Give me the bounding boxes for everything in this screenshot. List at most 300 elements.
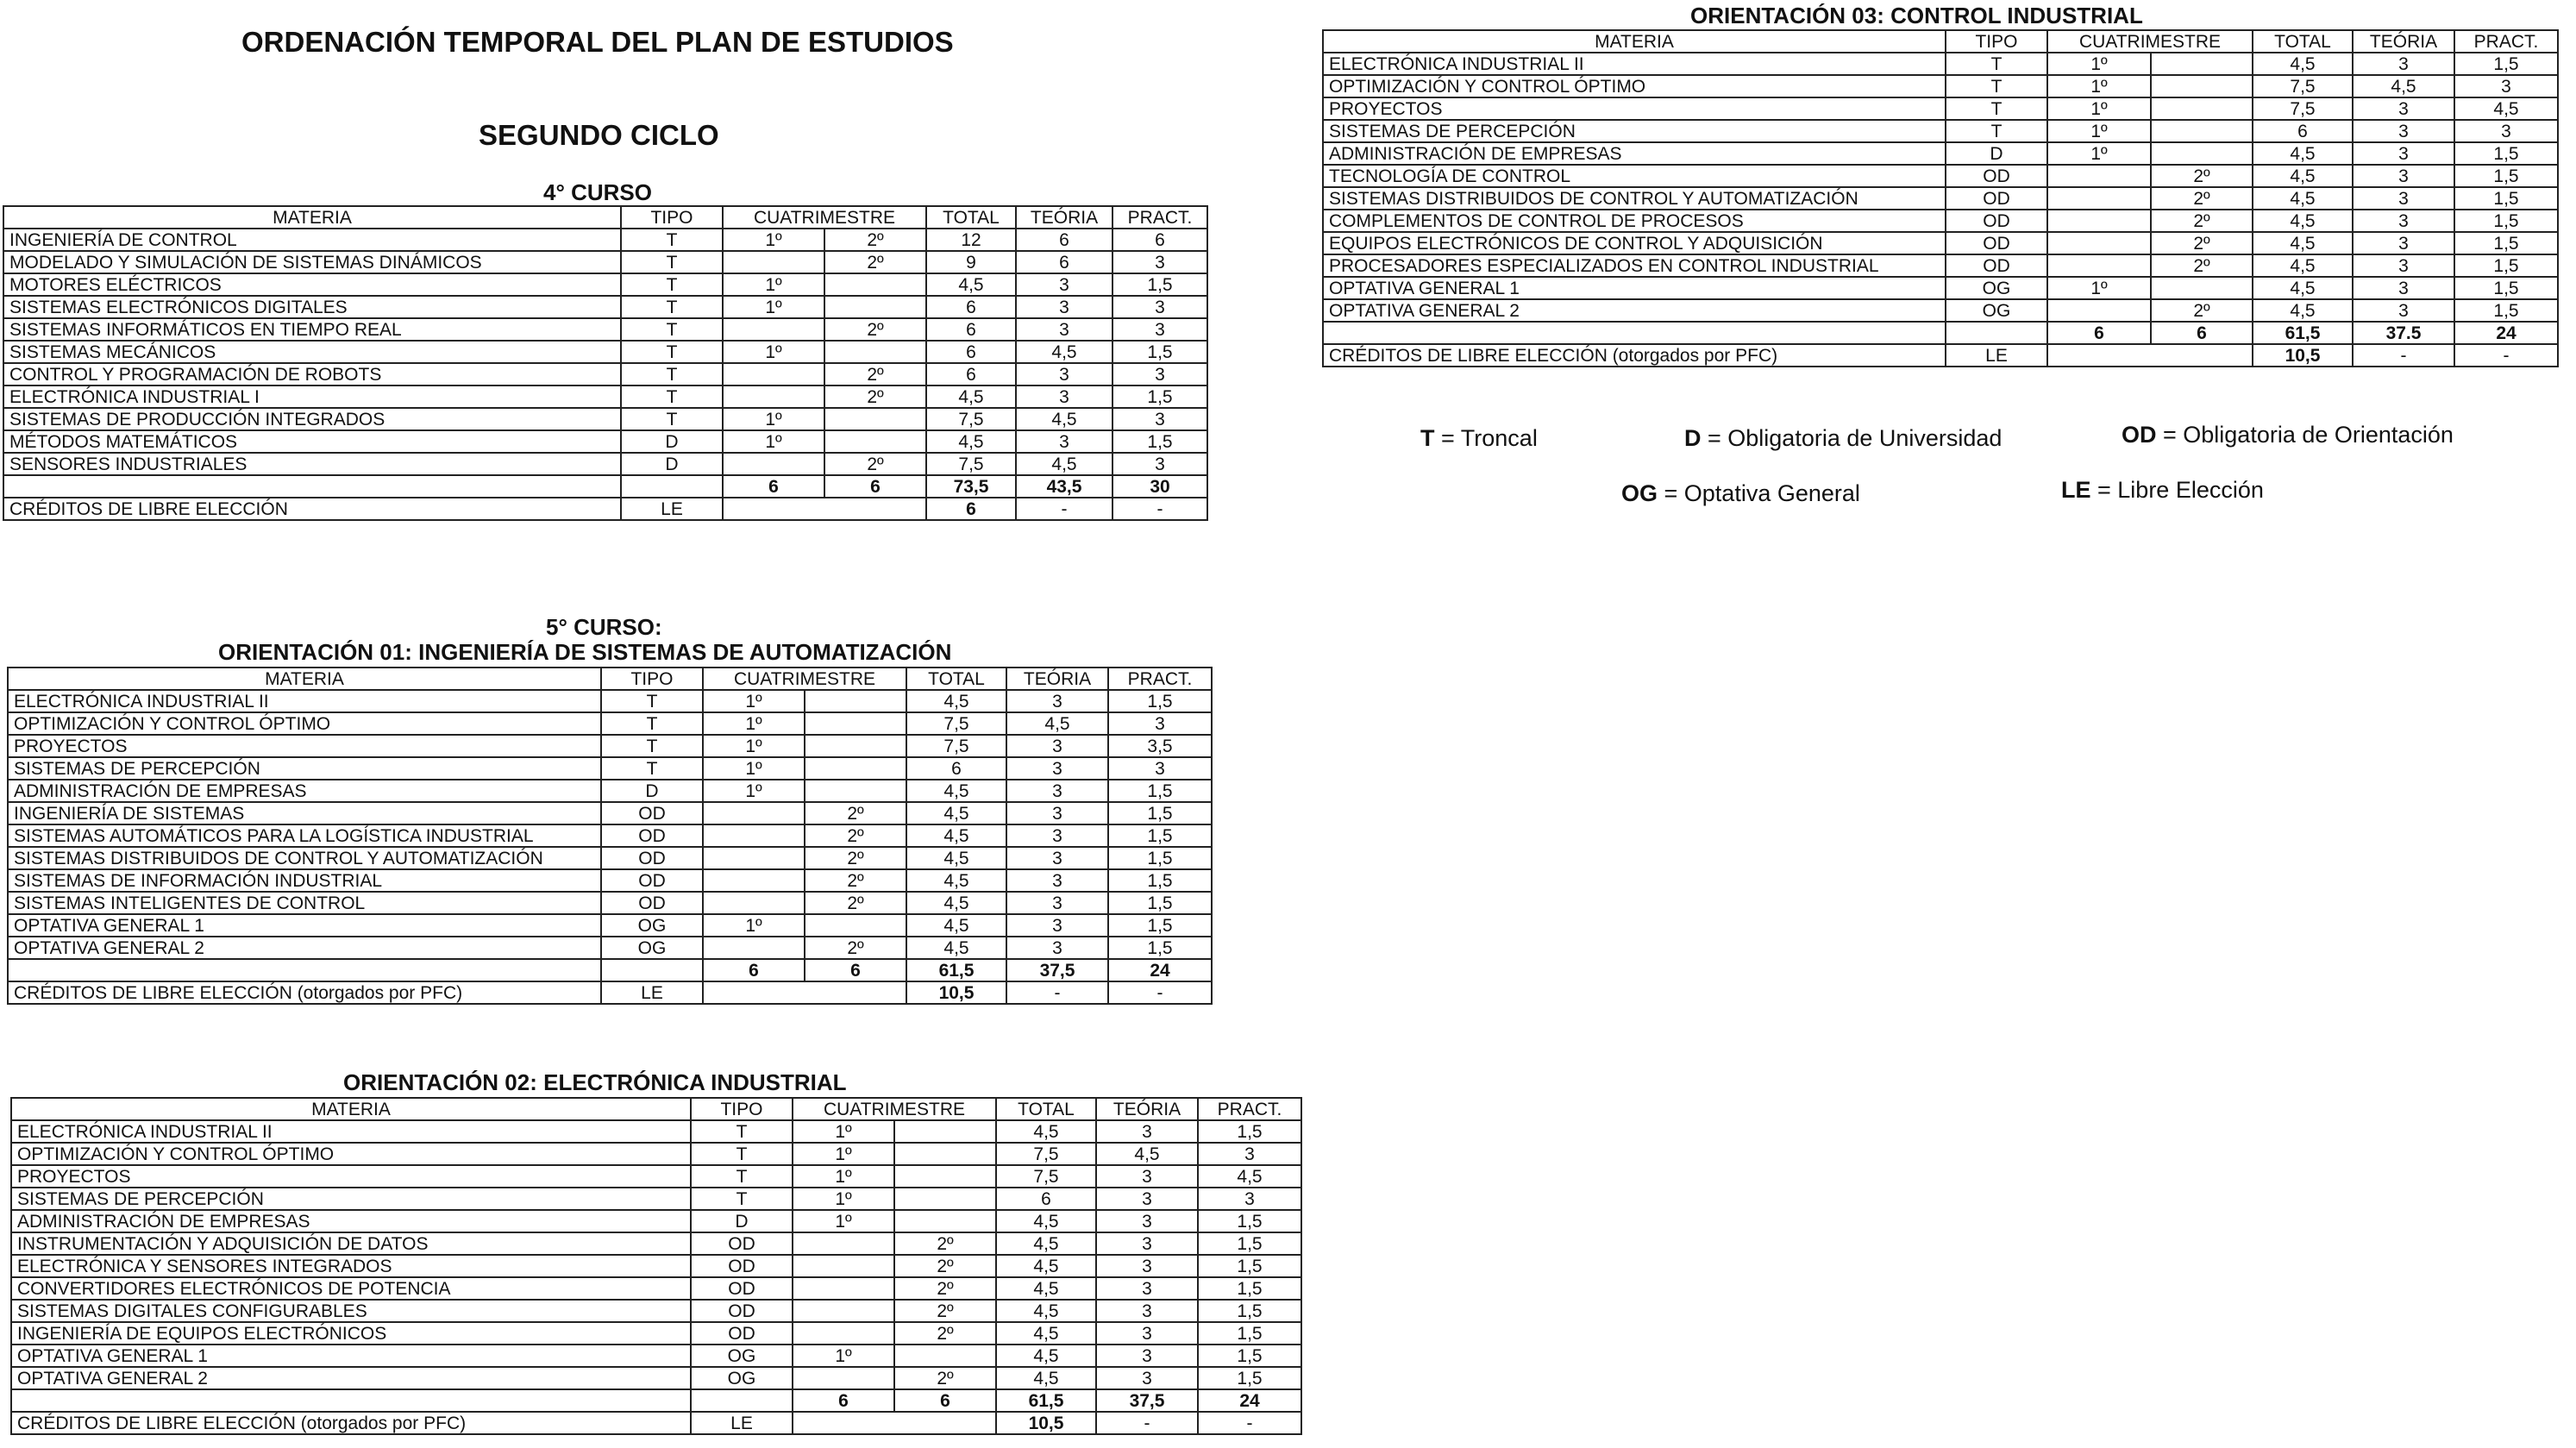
- cell-pract: 3: [1108, 712, 1212, 735]
- cell-c2: 2º: [805, 802, 906, 824]
- cell-tipo: OD: [1946, 254, 2047, 277]
- table-row: [3, 229, 1207, 251]
- cell-materia: SISTEMAS DIGITALES CONFIGURABLES: [11, 1300, 691, 1322]
- empty-cell: [601, 959, 703, 981]
- cell-c1: 1º: [723, 408, 824, 430]
- orientacion01-table: [7, 667, 1213, 1005]
- free-teoria: -: [1006, 981, 1108, 1004]
- table-row: [1323, 232, 2558, 254]
- cell-materia: SISTEMAS DE INFORMACIÓN INDUSTRIAL: [8, 869, 601, 892]
- cell-total: 4,5: [2253, 210, 2353, 232]
- legend-text: = Libre Elección: [2090, 477, 2264, 503]
- cell-c1: 1º: [723, 273, 824, 296]
- free-pract: -: [2454, 344, 2558, 367]
- cell-c1: 1º: [723, 296, 824, 318]
- cell-tipo: T: [601, 712, 703, 735]
- table-row: [3, 453, 1207, 475]
- table-row: [8, 735, 1212, 757]
- table-row: [8, 780, 1212, 802]
- cell-total: 6: [926, 318, 1016, 341]
- cell-pract: 3: [2454, 75, 2558, 97]
- cell-tipo: T: [621, 229, 723, 251]
- cell-materia: INGENIERÍA DE EQUIPOS ELECTRÓNICOS: [11, 1322, 691, 1345]
- cell-teoria: 3: [1006, 869, 1108, 892]
- cell-tipo: OD: [691, 1255, 793, 1277]
- cell-total: 4,5: [996, 1277, 1096, 1300]
- cell-materia: SISTEMAS DISTRIBUIDOS DE CONTROL Y AUTOMATIZACIÓN: [1323, 187, 1946, 210]
- total-c1: 6: [2047, 322, 2151, 344]
- table-row: [3, 363, 1207, 386]
- cell-pract: 1,5: [2454, 53, 2558, 75]
- legend-text: = Obligatoria de Universidad: [1701, 425, 2003, 451]
- legend-optativa-general: [1621, 480, 1860, 507]
- curso4-title: 4° CURSO: [543, 179, 652, 205]
- col-total: TOTAL: [996, 1098, 1096, 1120]
- table-row: [8, 847, 1212, 869]
- empty-cell: [8, 959, 601, 981]
- cell-total: 4,5: [906, 802, 1006, 824]
- cell-c1: [723, 363, 824, 386]
- cell-c2: [894, 1143, 996, 1165]
- cell-materia: EQUIPOS ELECTRÓNICOS DE CONTROL Y ADQUISICIÓN: [1323, 232, 1946, 254]
- cell-tipo: OD: [691, 1300, 793, 1322]
- cell-tipo: T: [621, 363, 723, 386]
- cell-pract: 3: [1113, 296, 1207, 318]
- total-pract: 24: [1198, 1389, 1301, 1412]
- cell-c1: [793, 1300, 894, 1322]
- table-row: [11, 1255, 1301, 1277]
- cell-materia: ELECTRÓNICA INDUSTRIAL II: [11, 1120, 691, 1143]
- cell-materia: SISTEMAS DE PERCEPCIÓN: [8, 757, 601, 780]
- cell-c1: 1º: [793, 1188, 894, 1210]
- legend-troncal: [1420, 425, 1538, 452]
- cell-c2: 2º: [805, 937, 906, 959]
- col-teoria: TEÓRIA: [1006, 668, 1108, 690]
- cell-teoria: 3: [2353, 254, 2454, 277]
- cell-materia: ELECTRÓNICA INDUSTRIAL II: [8, 690, 601, 712]
- cell-tipo: OG: [601, 914, 703, 937]
- cell-tipo: OD: [691, 1322, 793, 1345]
- cell-teoria: 3: [1096, 1232, 1198, 1255]
- table-row: [11, 1232, 1301, 1255]
- col-teoria: TEÓRIA: [1096, 1098, 1198, 1120]
- cell-total: 4,5: [996, 1322, 1096, 1345]
- cell-tipo: D: [691, 1210, 793, 1232]
- cell-total: 6: [926, 341, 1016, 363]
- table-row: [3, 273, 1207, 296]
- orientacion02-title: ORIENTACIÓN 02: ELECTRÓNICA INDUSTRIAL: [343, 1069, 847, 1095]
- cell-c2: 2º: [805, 847, 906, 869]
- cell-teoria: 3: [2353, 232, 2454, 254]
- cell-c2: 2º: [824, 453, 926, 475]
- cell-pract: 3,5: [1108, 735, 1212, 757]
- table-row: [11, 1277, 1301, 1300]
- total-c2: 6: [894, 1389, 996, 1412]
- cell-teoria: 3: [1096, 1367, 1198, 1389]
- libre-eleccion-row: [3, 498, 1207, 520]
- cell-total: 4,5: [906, 847, 1006, 869]
- cell-c1: [793, 1232, 894, 1255]
- empty-cell: [1323, 322, 1946, 344]
- cell-c2: [2151, 53, 2253, 75]
- table-row: [3, 386, 1207, 408]
- cell-tipo: D: [601, 780, 703, 802]
- cell-pract: 1,5: [1198, 1345, 1301, 1367]
- cell-pract: 4,5: [1198, 1165, 1301, 1188]
- cell-total: 4,5: [926, 386, 1016, 408]
- cell-teoria: 6: [1016, 251, 1113, 273]
- cell-total: 7,5: [926, 408, 1016, 430]
- free-pract: -: [1108, 981, 1212, 1004]
- col-materia: MATERIA: [1323, 30, 1946, 53]
- cell-c1: [703, 824, 805, 847]
- total-teoria: 37.5: [2353, 322, 2454, 344]
- total-pract: 24: [1108, 959, 1212, 981]
- cell-total: 7,5: [906, 735, 1006, 757]
- cell-c2: 2º: [824, 363, 926, 386]
- table-row: [1323, 210, 2558, 232]
- page-title: ORDENACIÓN TEMPORAL DEL PLAN DE ESTUDIOS: [241, 26, 954, 58]
- table-row: [1323, 187, 2558, 210]
- cell-total: 4,5: [906, 914, 1006, 937]
- cell-materia: CONVERTIDORES ELECTRÓNICOS DE POTENCIA: [11, 1277, 691, 1300]
- cell-pract: 1,5: [2454, 299, 2558, 322]
- cell-total: 4,5: [2253, 53, 2353, 75]
- cell-c2: [805, 690, 906, 712]
- free-total: 10,5: [906, 981, 1006, 1004]
- cell-materia: OPTIMIZACIÓN Y CONTROL ÓPTIMO: [11, 1143, 691, 1165]
- cell-materia: CONTROL Y PROGRAMACIÓN DE ROBOTS: [3, 363, 621, 386]
- cell-materia: SISTEMAS MECÁNICOS: [3, 341, 621, 363]
- cell-total: 4,5: [996, 1232, 1096, 1255]
- cell-tipo: T: [1946, 53, 2047, 75]
- cell-materia: PROYECTOS: [1323, 97, 1946, 120]
- cell-materia: OPTATIVA GENERAL 1: [1323, 277, 1946, 299]
- cell-c1: [703, 937, 805, 959]
- cell-c1: 1º: [793, 1165, 894, 1188]
- cell-tipo: T: [601, 690, 703, 712]
- table-row: [11, 1143, 1301, 1165]
- free-tipo: LE: [601, 981, 703, 1004]
- free-materia: CRÉDITOS DE LIBRE ELECCIÓN (otorgados por PFC): [11, 1412, 691, 1434]
- cell-c1: 1º: [723, 229, 824, 251]
- cell-c1: [2047, 187, 2151, 210]
- cell-c1: [2047, 254, 2151, 277]
- cell-pract: 1,5: [1108, 937, 1212, 959]
- cell-teoria: 3: [1096, 1300, 1198, 1322]
- cell-pract: 1,5: [1198, 1300, 1301, 1322]
- table-row: [1323, 165, 2558, 187]
- cell-pract: 6: [1113, 229, 1207, 251]
- col-pract: PRACT.: [2454, 30, 2558, 53]
- cell-materia: MODELADO Y SIMULACIÓN DE SISTEMAS DINÁMICOS: [3, 251, 621, 273]
- col-tipo: TIPO: [691, 1098, 793, 1120]
- cell-pract: 1,5: [1113, 273, 1207, 296]
- empty-cell: [691, 1389, 793, 1412]
- cell-tipo: T: [621, 251, 723, 273]
- cell-teoria: 4,5: [1096, 1143, 1198, 1165]
- cell-materia: OPTATIVA GENERAL 2: [11, 1367, 691, 1389]
- table-row: [1323, 97, 2558, 120]
- libre-eleccion-row: [8, 981, 1212, 1004]
- cell-c2: [894, 1210, 996, 1232]
- cell-teoria: 4,5: [1016, 341, 1113, 363]
- cell-total: 7,5: [906, 712, 1006, 735]
- cell-pract: 3: [1108, 757, 1212, 780]
- cell-teoria: 3: [1096, 1188, 1198, 1210]
- cell-c2: 2º: [805, 869, 906, 892]
- table-row: [8, 802, 1212, 824]
- total-teoria: 43,5: [1016, 475, 1113, 498]
- total-pract: 24: [2454, 322, 2558, 344]
- cell-total: 9: [926, 251, 1016, 273]
- curso5-title: 5° CURSO:: [546, 614, 662, 640]
- cell-tipo: T: [621, 386, 723, 408]
- cell-c1: 1º: [703, 757, 805, 780]
- free-tipo: LE: [691, 1412, 793, 1434]
- cell-materia: MOTORES ELÉCTRICOS: [3, 273, 621, 296]
- cell-materia: OPTATIVA GENERAL 2: [8, 937, 601, 959]
- table-row: [1323, 142, 2558, 165]
- cell-c2: [2151, 97, 2253, 120]
- table-row: [3, 318, 1207, 341]
- cell-c1: [2047, 232, 2151, 254]
- cell-pract: 1,5: [2454, 187, 2558, 210]
- col-pract: PRACT.: [1108, 668, 1212, 690]
- cell-materia: COMPLEMENTOS DE CONTROL DE PROCESOS: [1323, 210, 1946, 232]
- free-materia: CRÉDITOS DE LIBRE ELECCIÓN: [3, 498, 621, 520]
- table-row: [8, 892, 1212, 914]
- cell-c2: 2º: [894, 1367, 996, 1389]
- cell-materia: PROYECTOS: [11, 1165, 691, 1188]
- cell-teoria: 3: [1016, 273, 1113, 296]
- cell-c1: 1º: [793, 1210, 894, 1232]
- legend-obligatoria-universidad: [1684, 425, 2002, 452]
- cell-materia: OPTATIVA GENERAL 2: [1323, 299, 1946, 322]
- free-tipo: LE: [621, 498, 723, 520]
- cell-materia: SISTEMAS DE PERCEPCIÓN: [1323, 120, 1946, 142]
- cell-pract: 3: [1113, 453, 1207, 475]
- cell-c1: 1º: [793, 1143, 894, 1165]
- cell-total: 4,5: [996, 1210, 1096, 1232]
- cell-c2: 2º: [824, 229, 926, 251]
- table-row: [11, 1165, 1301, 1188]
- table-row: [11, 1322, 1301, 1345]
- cell-c1: [723, 251, 824, 273]
- cell-tipo: T: [691, 1143, 793, 1165]
- cell-total: 4,5: [906, 937, 1006, 959]
- total-teoria: 37,5: [1006, 959, 1108, 981]
- cell-total: 7,5: [926, 453, 1016, 475]
- cell-c1: [703, 847, 805, 869]
- cell-c2: [824, 430, 926, 453]
- cell-c1: 1º: [2047, 120, 2151, 142]
- cell-materia: OPTIMIZACIÓN Y CONTROL ÓPTIMO: [1323, 75, 1946, 97]
- cell-teoria: 3: [1096, 1210, 1198, 1232]
- col-pract: PRACT.: [1198, 1098, 1301, 1120]
- cell-pract: 3: [1113, 251, 1207, 273]
- totals-row: [11, 1389, 1301, 1412]
- cell-total: 6: [996, 1188, 1096, 1210]
- totals-row: [1323, 322, 2558, 344]
- free-total: 10,5: [996, 1412, 1096, 1434]
- cell-materia: ADMINISTRACIÓN DE EMPRESAS: [11, 1210, 691, 1232]
- cell-pract: 3: [1198, 1143, 1301, 1165]
- cell-c1: 1º: [703, 712, 805, 735]
- col-cuatrimestre: CUATRIMESTRE: [2047, 30, 2253, 53]
- cell-tipo: OD: [1946, 187, 2047, 210]
- cell-tipo: T: [621, 318, 723, 341]
- cell-tipo: T: [601, 735, 703, 757]
- cell-tipo: OD: [601, 802, 703, 824]
- table-row: [11, 1300, 1301, 1322]
- cell-c2: [2151, 277, 2253, 299]
- cell-pract: 1,5: [1198, 1210, 1301, 1232]
- cell-total: 4,5: [906, 892, 1006, 914]
- cell-c2: 2º: [2151, 187, 2253, 210]
- cell-teoria: 3: [1006, 892, 1108, 914]
- cell-teoria: 3: [1016, 430, 1113, 453]
- cell-pract: 1,5: [2454, 254, 2558, 277]
- cell-materia: TECNOLOGÍA DE CONTROL: [1323, 165, 1946, 187]
- cell-total: 7,5: [2253, 75, 2353, 97]
- cell-teoria: 3: [1006, 757, 1108, 780]
- cell-c1: [2047, 299, 2151, 322]
- empty-cell: [793, 1412, 996, 1434]
- table-row: [1323, 53, 2558, 75]
- orientacion03-table: [1322, 29, 2559, 367]
- cell-c1: [793, 1255, 894, 1277]
- cell-materia: PROYECTOS: [8, 735, 601, 757]
- col-tipo: TIPO: [621, 206, 723, 229]
- cell-teoria: 3: [1006, 802, 1108, 824]
- cell-tipo: T: [621, 273, 723, 296]
- cell-teoria: 3: [1016, 318, 1113, 341]
- col-total: TOTAL: [926, 206, 1016, 229]
- cell-pract: 1,5: [1198, 1120, 1301, 1143]
- cell-teoria: 3: [2353, 142, 2454, 165]
- cell-tipo: OD: [601, 892, 703, 914]
- cell-tipo: D: [621, 430, 723, 453]
- free-materia: CRÉDITOS DE LIBRE ELECCIÓN (otorgados por PFC): [8, 981, 601, 1004]
- cell-c2: 2º: [824, 251, 926, 273]
- cell-c2: 2º: [2151, 254, 2253, 277]
- cell-tipo: D: [1946, 142, 2047, 165]
- cell-tipo: OD: [691, 1277, 793, 1300]
- cell-total: 6: [926, 296, 1016, 318]
- cell-c1: 1º: [703, 690, 805, 712]
- empty-cell: [2047, 344, 2253, 367]
- cycle-title: SEGUNDO CICLO: [479, 119, 719, 151]
- cell-c2: [2151, 120, 2253, 142]
- cell-total: 6: [2253, 120, 2353, 142]
- col-tipo: TIPO: [1946, 30, 2047, 53]
- cell-teoria: 3: [1096, 1165, 1198, 1188]
- col-materia: MATERIA: [8, 668, 601, 690]
- cell-materia: ADMINISTRACIÓN DE EMPRESAS: [1323, 142, 1946, 165]
- cell-c2: [2151, 75, 2253, 97]
- table-row: [1323, 120, 2558, 142]
- cell-teoria: 3: [1096, 1120, 1198, 1143]
- cell-total: 4,5: [926, 273, 1016, 296]
- empty-cell: [621, 475, 723, 498]
- cell-c2: 2º: [894, 1255, 996, 1277]
- total-c2: 6: [824, 475, 926, 498]
- cell-materia: SENSORES INDUSTRIALES: [3, 453, 621, 475]
- cell-pract: 1,5: [1108, 802, 1212, 824]
- cell-total: 12: [926, 229, 1016, 251]
- legend-text: = Obligatoria de Orientación: [2156, 422, 2454, 448]
- cell-tipo: OG: [601, 937, 703, 959]
- free-teoria: -: [1016, 498, 1113, 520]
- table-row: [11, 1367, 1301, 1389]
- total-total: 73,5: [926, 475, 1016, 498]
- cell-c1: [703, 802, 805, 824]
- cell-materia: ELECTRÓNICA INDUSTRIAL II: [1323, 53, 1946, 75]
- cell-c1: 1º: [2047, 142, 2151, 165]
- col-cuatrimestre: CUATRIMESTRE: [703, 668, 906, 690]
- cell-tipo: OG: [691, 1367, 793, 1389]
- cell-c2: [805, 735, 906, 757]
- cell-c1: 1º: [703, 780, 805, 802]
- cell-total: 4,5: [2253, 187, 2353, 210]
- cell-c1: 1º: [793, 1345, 894, 1367]
- cell-c2: [894, 1345, 996, 1367]
- cell-teoria: 3: [1006, 937, 1108, 959]
- cell-tipo: OD: [691, 1232, 793, 1255]
- table-row: [11, 1345, 1301, 1367]
- cell-pract: 1,5: [2454, 277, 2558, 299]
- cell-pract: 3: [2454, 120, 2558, 142]
- cell-c1: 1º: [703, 914, 805, 937]
- cell-tipo: D: [621, 453, 723, 475]
- orientacion02-table: [10, 1097, 1302, 1435]
- cell-c2: 2º: [824, 318, 926, 341]
- legend-key: OG: [1621, 480, 1658, 506]
- cell-c2: 2º: [2151, 299, 2253, 322]
- cell-pract: 1,5: [1198, 1277, 1301, 1300]
- cell-c2: 2º: [805, 892, 906, 914]
- cell-tipo: OG: [1946, 299, 2047, 322]
- cell-total: 4,5: [2253, 299, 2353, 322]
- cell-pract: 1,5: [1198, 1367, 1301, 1389]
- cell-materia: OPTATIVA GENERAL 1: [8, 914, 601, 937]
- cell-c2: [894, 1188, 996, 1210]
- free-materia: CRÉDITOS DE LIBRE ELECCIÓN (otorgados por PFC): [1323, 344, 1946, 367]
- cell-materia: ELECTRÓNICA Y SENSORES INTEGRADOS: [11, 1255, 691, 1277]
- cell-tipo: OD: [1946, 232, 2047, 254]
- cell-c1: [723, 453, 824, 475]
- cell-c1: [793, 1277, 894, 1300]
- cell-total: 4,5: [906, 780, 1006, 802]
- table-row: [11, 1188, 1301, 1210]
- cell-materia: MÉTODOS MATEMÁTICOS: [3, 430, 621, 453]
- orientacion03-title: ORIENTACIÓN 03: CONTROL INDUSTRIAL: [1690, 3, 2143, 28]
- cell-total: 4,5: [996, 1300, 1096, 1322]
- cell-materia: INGENIERÍA DE CONTROL: [3, 229, 621, 251]
- cell-c1: 1º: [2047, 97, 2151, 120]
- cell-pract: 1,5: [2454, 210, 2558, 232]
- cell-c2: [894, 1165, 996, 1188]
- cell-tipo: OD: [601, 869, 703, 892]
- table-row: [8, 712, 1212, 735]
- totals-row: [8, 959, 1212, 981]
- cell-teoria: 3: [2353, 97, 2454, 120]
- empty-cell: [11, 1389, 691, 1412]
- header-row: [11, 1098, 1301, 1120]
- free-teoria: -: [1096, 1412, 1198, 1434]
- col-pract: PRACT.: [1113, 206, 1207, 229]
